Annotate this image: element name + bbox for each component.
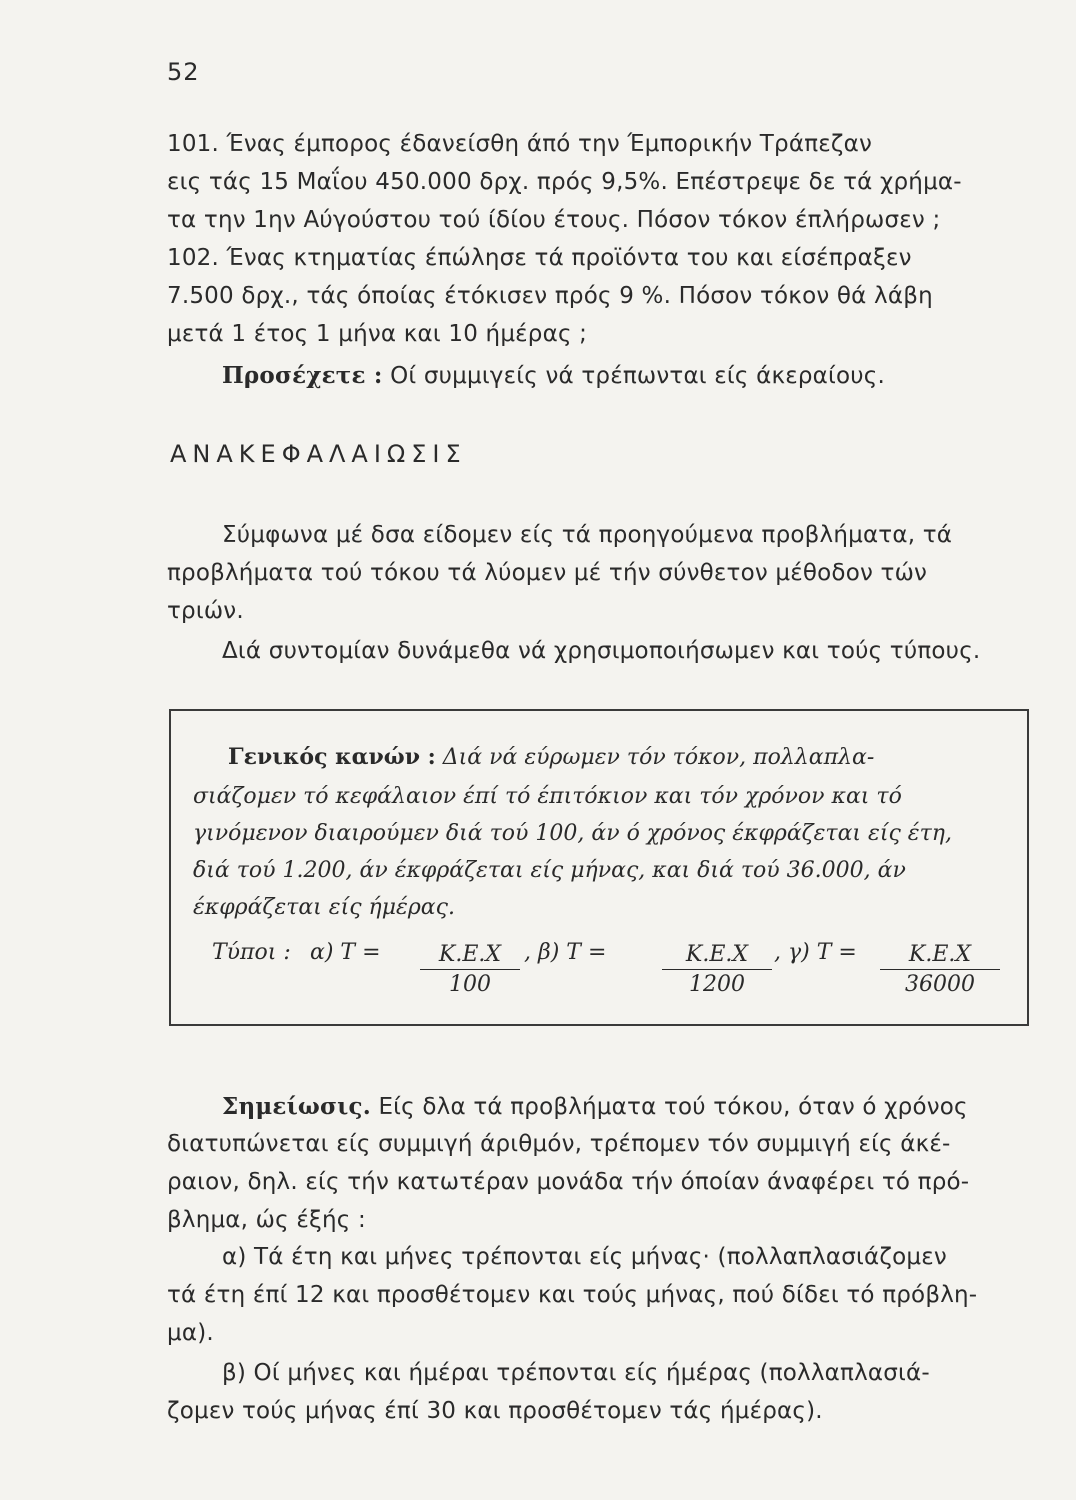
formula-b-fraction (662, 942, 772, 997)
summary-heading: ΑΝΑΚΕΦΑΛΑΙΩΣΙΣ (170, 440, 467, 468)
rule-line-1 (228, 744, 874, 770)
attention-label: Προσέχετε : (222, 362, 383, 389)
attention-text: Οί συμμιγείς νά τρέπωνται είς άκεραίους. (382, 363, 886, 389)
rule-line-3: γινόμενον διαιρούμεν διά τού 100, άν ό χρόνος έκφράζεται είς έτη, (193, 821, 952, 846)
page-number: 52 (167, 58, 200, 86)
problem-101-line-3: τα την 1ην Αύγούστου τού ίδίου έτους. Πόσον τόκον έπλήρωσεν ; (167, 207, 941, 233)
formula-c-numerator: Κ.Ε.Χ (880, 942, 1000, 970)
formula-a-denominator: 100 (449, 972, 491, 997)
note-line-4: βλημα, ώς έξής : (167, 1207, 366, 1233)
item-a-line-1: α) Τά έτη και μήνες τρέπονται είς μήνας· (πολλαπλασιάζομεν (222, 1244, 947, 1270)
formula-a-lhs: α) Τ = (310, 940, 381, 965)
rule-label: Γενικός κανών : (228, 744, 436, 770)
item-b-line-1: β) Οί μήνες και ήμέραι τρέπονται είς ήμέρας (πολλαπλασιά- (222, 1360, 930, 1386)
item-a-line-2: τά έτη έπί 12 και προσθέτομεν και τούς μήνας, πού δίδει τό πρόβλη- (167, 1282, 978, 1308)
problem-102-line-3: μετά 1 έτος 1 μήνα και 10 ήμέρας ; (167, 321, 588, 347)
attention-note (222, 362, 885, 389)
formula-c-fraction (880, 942, 1000, 997)
note-label: Σημείωσις. (222, 1093, 371, 1120)
summary-line-4: Διά συντομίαν δυνάμεθα νά χρησιμοποιήσωμεν και τούς τύπους. (222, 638, 981, 664)
rule-line-2: σιάζομεν τό κεφάλαιον έπί τό έπιτόκιον και τόν χρόνον και τό (193, 784, 902, 809)
problem-101-line-1: 101. Ένας έμπορος έδανείσθη άπό την Έμπορικήν Τράπεζαν (167, 131, 872, 157)
formula-a-numerator: Κ.Ε.Χ (420, 942, 520, 970)
formula-b-lhs: , β) Τ = (524, 940, 607, 965)
note-line-2: διατυπώνεται είς συμμιγή άριθμόν, τρέπομεν τόν συμμιγή είς άκέ- (167, 1131, 951, 1157)
note-text-1: Είς δλα τά προβλήματα τού τόκου, όταν ό χρόνος (370, 1094, 968, 1120)
rule-line-4: διά τού 1.200, άν έκφράζεται είς μήνας, και διά τού 36.000, άν (193, 858, 906, 883)
problem-102-line-2: 7.500 δρχ., τάς όποίας έτόκισεν πρός 9 %. Πόσον τόκον θά λάβη (167, 283, 933, 309)
rule-text-1: Διά νά εύρωμεν τόν τόκον, πολλαπλα- (435, 745, 875, 770)
formula-c-lhs: , γ) Τ = (774, 940, 857, 965)
note-line-1 (222, 1093, 968, 1120)
summary-line-1: Σύμφωνα μέ δσα είδομεν είς τά προηγούμενα προβλήματα, τά (222, 522, 953, 548)
formula-a-fraction (420, 942, 520, 997)
formula-b-denominator: 1200 (689, 972, 745, 997)
formula-c-denominator: 36000 (905, 972, 975, 997)
note-line-3: ραιον, δηλ. είς τήν κατωτέραν μονάδα τήν όποίαν άναφέρει τό πρό- (167, 1169, 970, 1195)
rule-line-5: έκφράζεται είς ήμέρας. (193, 895, 455, 920)
item-a-line-3: μα). (167, 1320, 214, 1346)
problem-102-line-1: 102. Ένας κτηματίας έπώλησε τά προϊόντα του και είσέπραξεν (167, 245, 912, 271)
formulas-label: Τύποι : (212, 940, 291, 965)
item-b-line-2: ζομεν τούς μήνας έπί 30 και προσθέτομεν τάς ήμέρας). (167, 1398, 823, 1424)
summary-line-3: τριών. (167, 598, 244, 624)
formula-b-numerator: Κ.Ε.Χ (662, 942, 772, 970)
summary-line-2: προβλήματα τού τόκου τά λύομεν μέ τήν σύνθετον μέθοδον τών (167, 560, 928, 586)
problem-101-line-2: εις τάς 15 Μαΐου 450.000 δρχ. πρός 9,5%. Επέστρεψε δε τά χρήμα- (167, 169, 962, 195)
